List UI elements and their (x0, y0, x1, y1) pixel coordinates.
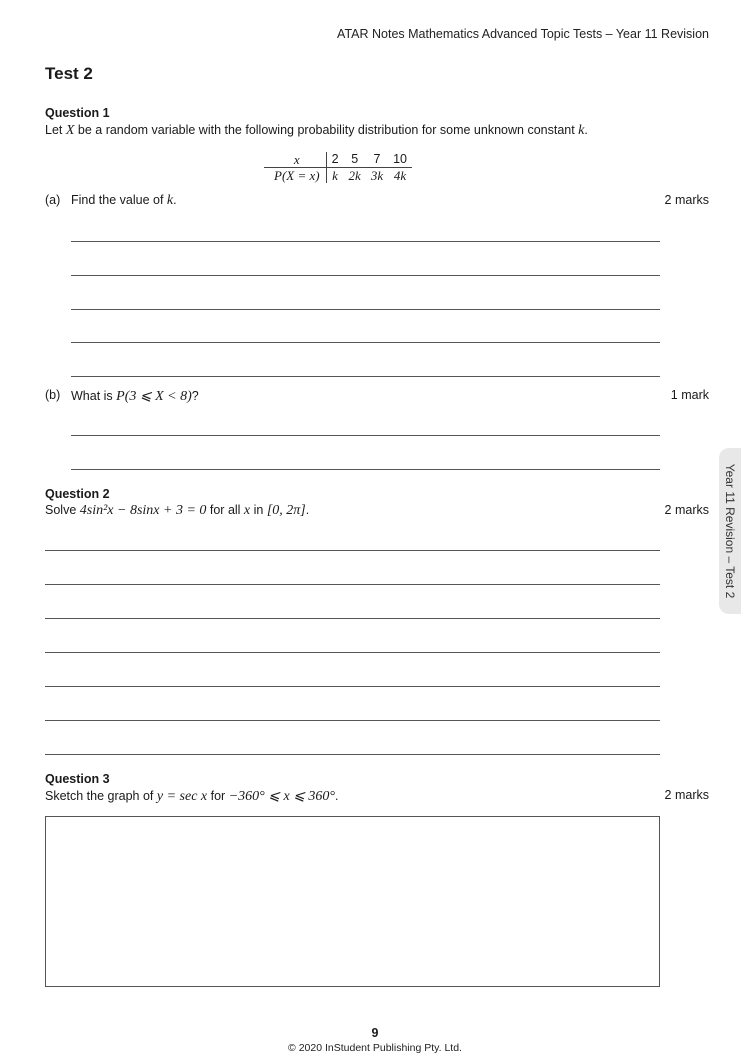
test-title: Test 2 (45, 64, 93, 83)
question-3-text: Sketch the graph of y = sec x for −360° ⩽ x ⩽ 360°. (45, 789, 339, 804)
copyright-notice: © 2020 InStudent Publishing Pty. Ltd. (288, 1042, 462, 1054)
table-cell: 5 (344, 152, 366, 168)
part-b-text: What is P(3 ⩽ X < 8)? (71, 389, 199, 404)
table-cell: 10 (388, 152, 412, 168)
answer-line[interactable] (71, 275, 660, 276)
answer-line[interactable] (45, 686, 660, 687)
part-a-text: Find the value of k. (71, 193, 177, 208)
answer-line[interactable] (71, 469, 660, 470)
answer-line[interactable] (45, 754, 660, 755)
question-3-marks: 2 marks (664, 788, 709, 802)
answer-line[interactable] (71, 342, 660, 343)
part-a-marks: 2 marks (664, 193, 709, 207)
question-1-title: Question 1 (45, 106, 110, 120)
answer-line[interactable] (45, 720, 660, 721)
running-header: ATAR Notes Mathematics Advanced Topic Tests – Year 11 Revision (337, 27, 709, 41)
answer-line[interactable] (45, 550, 660, 551)
question-3-title: Question 3 (45, 772, 110, 786)
table-header-probability: P(X = x) (264, 168, 326, 184)
probability-distribution-table (264, 152, 412, 183)
table-cell: 2k (348, 168, 361, 183)
table-row (264, 168, 412, 184)
side-tab (719, 448, 741, 614)
question-1-text: Let X be a random variable with the following probability distribution for some unknown constant k. (45, 123, 588, 138)
part-b-marks: 1 mark (670, 388, 709, 402)
answer-line[interactable] (45, 584, 660, 585)
table-cell: 7 (366, 152, 388, 168)
table-cell: k (332, 168, 338, 183)
answer-line[interactable] (71, 435, 660, 436)
part-a-label: (a) (45, 193, 61, 207)
question-2-marks: 2 marks (664, 503, 709, 517)
sketch-area[interactable] (45, 816, 660, 987)
table-row (264, 152, 412, 168)
answer-line[interactable] (45, 618, 660, 619)
table-cell: 4k (393, 168, 407, 183)
answer-line[interactable] (71, 309, 660, 310)
table-header-x: x (264, 152, 326, 168)
part-b-label: (b) (45, 388, 61, 402)
answer-line[interactable] (71, 376, 660, 377)
page-number: 9 (371, 1026, 379, 1040)
table-cell: 2 (326, 152, 343, 168)
answer-line[interactable] (71, 241, 660, 242)
answer-line[interactable] (45, 652, 660, 653)
side-tab-label: Year 11 Revision – Test 2 (723, 463, 737, 599)
table-cell: 3k (370, 168, 384, 183)
question-2-title: Question 2 (45, 487, 110, 501)
question-2-text: Solve 4sin²x − 8sinx + 3 = 0 for all x in [0, 2π]. (45, 503, 310, 518)
